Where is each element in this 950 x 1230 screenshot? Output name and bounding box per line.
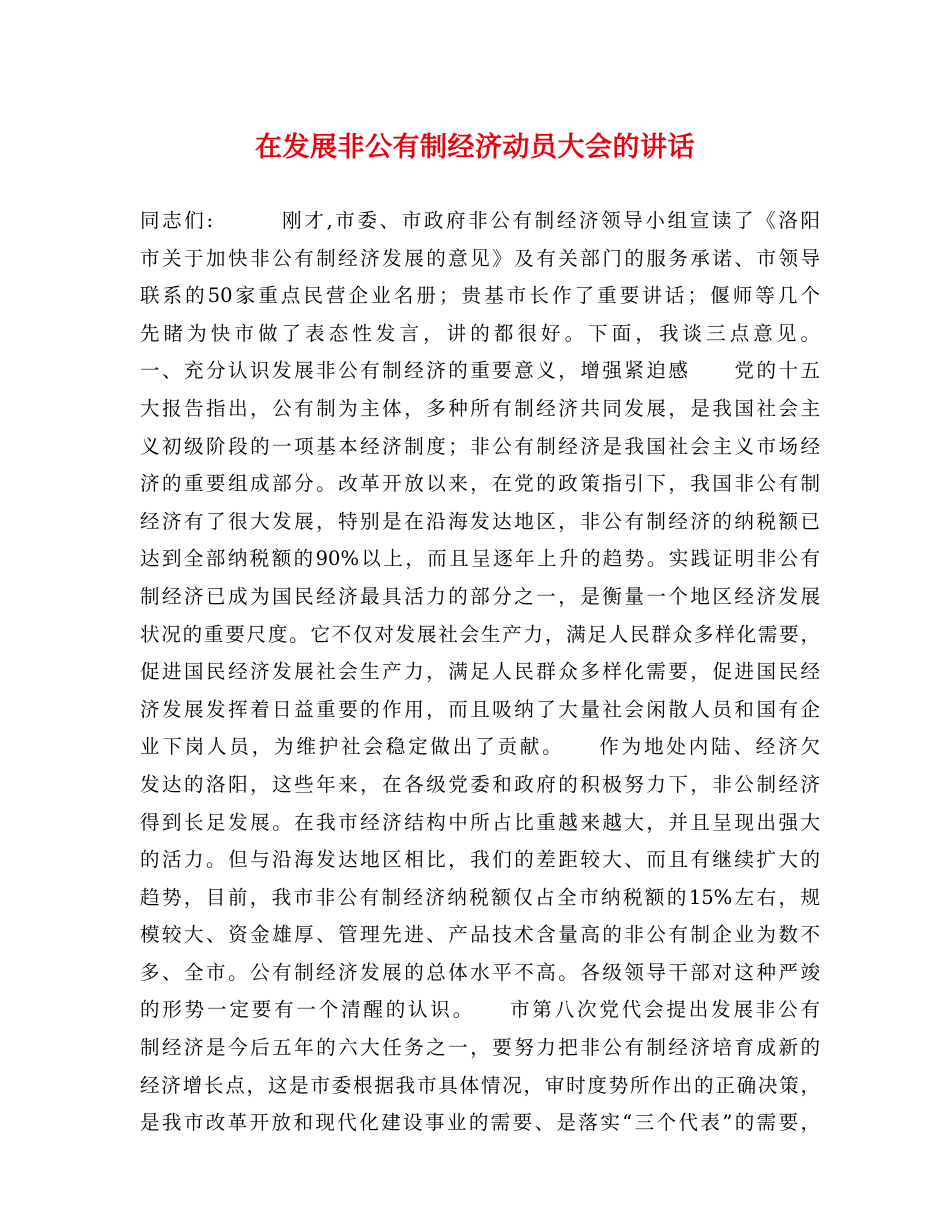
text-line: 的形势一定要有一个清醒的认识。 市第八次党代会提出发展非公有 xyxy=(140,998,820,1022)
text-line: 济的重要组成部分。改革开放以来，在党的政策指引下，我国非公有制 xyxy=(140,472,820,496)
text-line: 状况的重要尺度。它不仅对发展社会生产力，满足人民群众多样化需要， xyxy=(140,622,820,646)
text-line: 业下岗人员，为维护社会稳定做出了贡献。 作为地处内陆、经济欠 xyxy=(140,735,820,759)
text-line: 市关于加快非公有制经济发展的意见》及有关部门的服务承诺、市领导 xyxy=(140,246,820,270)
text-line: 制经济已成为国民经济最具活力的部分之一，是衡量一个地区经济发展 xyxy=(140,584,820,608)
text-line: 制经济是今后五年的六大任务之一，要努力把非公有制经济培育成新的 xyxy=(140,1036,820,1060)
document-title: 在发展非公有制经济动员大会的讲话 xyxy=(255,132,695,163)
text-line: 大报告指出，公有制为主体，多种所有制经济共同发展，是我国社会主 xyxy=(140,396,820,420)
text-line: 经济增长点，这是市委根据我市具体情况，审时度势所作出的正确决策， xyxy=(140,1073,820,1097)
text-line: 济发展发挥着日益重要的作用，而且吸纳了大量社会闲散人员和国有企 xyxy=(140,697,820,721)
text-line: 先睹为快市做了表态性发言，讲的都很好。下面，我谈三点意见。 xyxy=(140,321,820,345)
text-line: 得到长足发展。在我市经济结构中所占比重越来越大，并且呈现出强大 xyxy=(140,810,820,834)
text-line: 多、全市。公有制经济发展的总体水平不高。各级领导干部对这种严竣 xyxy=(140,960,820,984)
text-line: 同志们: 刚才,市委、市政府非公有制经济领导小组宣读了《洛阳 xyxy=(140,209,820,232)
document-body xyxy=(140,202,820,1142)
text-line: 一、充分认识发展非公有制经济的重要意义，增强紧迫感 党的十五 xyxy=(140,359,820,383)
text-line: 经济有了很大发展，特别是在沿海发达地区，非公有制经济的纳税额已 xyxy=(140,509,820,533)
text-line: 模较大、资金雄厚、管理先进、产品技术含量高的非公有制企业为数不 xyxy=(140,923,820,947)
text-line: 趋势，目前，我市非公有制经济纳税额仅占全市纳税额的15%左右，规 xyxy=(140,885,820,909)
text-line: 的活力。但与沿海发达地区相比，我们的差距较大、而且有继续扩大的 xyxy=(140,848,820,872)
text-line: 联系的50家重点民营企业名册；贵基市长作了重要讲话；偃师等几个 xyxy=(140,284,820,308)
text-line: 是我市改革开放和现代化建设事业的需要、是落实“三个代表”的需要， xyxy=(140,1111,820,1135)
text-line: 发达的洛阳，这些年来，在各级党委和政府的积极努力下，非公制经济 xyxy=(140,772,820,796)
text-line: 义初级阶段的一项基本经济制度；非公有制经济是我国社会主义市场经 xyxy=(140,434,820,458)
text-line: 促进国民经济发展社会生产力，满足人民群众多样化需要，促进国民经 xyxy=(140,660,820,684)
text-line: 达到全部纳税额的90%以上，而且呈逐年上升的趋势。实践证明非公有 xyxy=(140,547,820,571)
